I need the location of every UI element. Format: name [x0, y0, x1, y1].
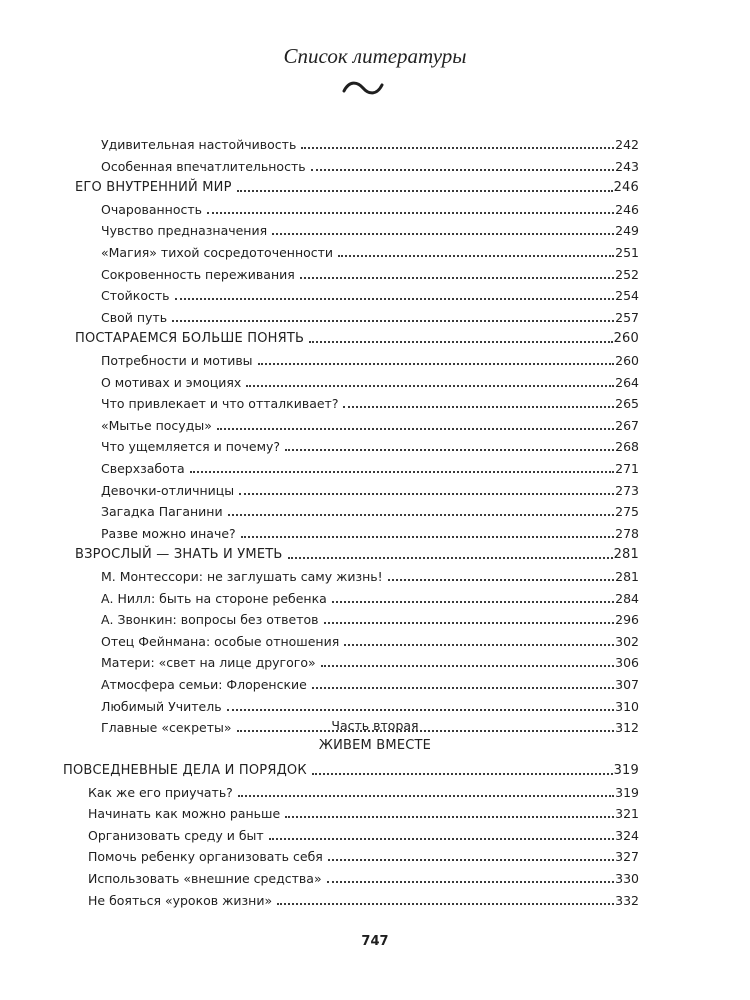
page-header-title: Список литературы [283, 44, 467, 68]
toc-entry-row [101, 607, 639, 627]
dot-leader [324, 622, 615, 624]
toc-entry-label: Что привлекает и что отталкивает? [101, 396, 339, 411]
dot-leader [285, 449, 614, 451]
toc-entry-row [101, 434, 639, 454]
toc-entry-page: 260 [615, 353, 639, 368]
toc-entry-row [88, 844, 639, 864]
toc-entry-label: Начинать как можно раньше [88, 806, 281, 821]
toc-entry-row [101, 629, 639, 649]
toc-entry-page: 249 [615, 223, 639, 238]
toc-entry-label: Загадка Паганини [101, 504, 223, 519]
toc-entry-label: Отец Фейнмана: особые отношения [101, 634, 340, 649]
dot-leader [239, 493, 614, 495]
toc-entry-label: Атмосфера семьи: Флоренские [101, 677, 307, 692]
toc-entry-row [101, 218, 639, 238]
toc-entry-row [101, 154, 639, 174]
toc-entry-page: 281 [613, 547, 639, 562]
toc-entry-row [101, 564, 639, 584]
dot-leader [258, 363, 615, 365]
toc-entry-row [101, 348, 639, 368]
dot-leader [332, 601, 614, 603]
dot-leader [228, 514, 615, 516]
dot-leader [172, 320, 614, 322]
dot-leader [301, 147, 614, 149]
toc-entry-page: 275 [615, 504, 639, 519]
toc-entry-row [88, 780, 639, 800]
toc-entry-row [88, 801, 639, 821]
toc-entry-label: Стойкость [101, 288, 170, 303]
toc-entry-row [101, 305, 639, 325]
toc-entry-row [101, 370, 639, 390]
toc-entry-row [101, 456, 639, 476]
toc-entry-page: 327 [615, 849, 639, 864]
toc-entry-page: 332 [615, 893, 639, 908]
toc-entry-page: 242 [615, 137, 639, 152]
dot-leader [277, 903, 614, 905]
toc-entry-page: 312 [615, 720, 639, 735]
toc-entry-label: Чувство предназначения [101, 223, 268, 238]
dot-leader [311, 169, 615, 171]
toc-entry-page: 319 [615, 785, 639, 800]
dot-leader [338, 255, 614, 257]
toc-entry-label: Как же его приучать? [88, 785, 233, 800]
toc-entry-page: 278 [615, 526, 639, 541]
toc-entry-label: Удивительная настойчивость [101, 137, 297, 152]
toc-entry-page: 265 [615, 396, 639, 411]
dot-leader [190, 471, 614, 473]
toc-chapter-row [75, 326, 639, 346]
dot-leader [175, 298, 615, 300]
toc-entry-label: Сокровенность переживания [101, 267, 295, 282]
dot-leader [246, 385, 614, 387]
toc-entry-label: А. Нилл: быть на стороне ребенка [101, 591, 327, 606]
toc-chapter-row [63, 758, 639, 778]
toc-entry-row [101, 694, 639, 714]
toc-entry-page: 306 [615, 655, 639, 670]
dot-leader [269, 838, 614, 840]
toc-entry-label: Любимый Учитель [101, 699, 222, 714]
toc-entry-row [101, 478, 639, 498]
dot-leader [238, 795, 614, 797]
toc-entry-label: Свой путь [101, 310, 168, 325]
dot-leader [312, 687, 614, 689]
toc-entry-label: М. Монтессори: не заглушать саму жизнь! [101, 569, 383, 584]
toc-entry-label: Что ущемляется и почему? [101, 439, 281, 454]
toc-entry-label: «Мытье посуды» [101, 418, 212, 433]
toc-entry-row [88, 823, 639, 843]
toc-entry-row [101, 132, 639, 152]
toc-entry-row [101, 672, 639, 692]
toc-entry-row [101, 240, 639, 260]
toc-entry-label: ПОСТАРАЕМСЯ БОЛЬШЕ ПОНЯТЬ [75, 331, 305, 346]
dot-leader [288, 557, 613, 559]
page-number: 747 [361, 934, 389, 949]
toc-entry-label: Главные «секреты» [101, 720, 232, 735]
toc-entry-page: 252 [615, 267, 639, 282]
toc-entry-label: Девочки-отличницы [101, 483, 235, 498]
toc-entry-row [101, 499, 639, 519]
toc-entry-page: 268 [615, 439, 639, 454]
toc-entry-label: Не бояться «уроков жизни» [88, 893, 273, 908]
dot-leader [217, 428, 614, 430]
toc-entry-label: Использовать «внешние средства» [88, 871, 322, 886]
toc-entry-row [101, 197, 639, 217]
toc-entry-label: «Магия» тихой сосредоточенности [101, 245, 334, 260]
toc-entry-label: Потребности и мотивы [101, 353, 253, 368]
toc-entry-page: 319 [613, 763, 639, 778]
toc-entry-page: 324 [615, 828, 639, 843]
dot-leader [309, 341, 612, 343]
toc-entry-page: 254 [615, 288, 639, 303]
dot-leader [300, 277, 614, 279]
part-subtitle: Часть вторая [331, 718, 419, 733]
part-title: ЖИВЕМ ВМЕСТЕ [318, 738, 432, 753]
toc-entry-row [88, 888, 639, 908]
toc-entry-page: 246 [615, 202, 639, 217]
toc-entry-row [101, 650, 639, 670]
dot-leader [321, 665, 615, 667]
toc-entry-row [101, 413, 639, 433]
toc-entry-row [88, 866, 639, 886]
dot-leader [312, 773, 613, 775]
toc-entry-page: 246 [613, 180, 639, 195]
toc-entry-label: Особенная впечатлительность [101, 159, 306, 174]
toc-entry-page: 257 [615, 310, 639, 325]
toc-entry-label: ВЗРОСЛЫЙ — ЗНАТЬ И УМЕТЬ [75, 547, 283, 562]
toc-entry-page: 321 [615, 806, 639, 821]
toc-entry-page: 271 [615, 461, 639, 476]
toc-entry-page: 307 [615, 677, 639, 692]
toc-entry-page: 281 [615, 569, 639, 584]
toc-entry-label: ПОВСЕДНЕВНЫЕ ДЕЛА И ПОРЯДОК [63, 763, 307, 778]
toc-entry-page: 264 [615, 375, 639, 390]
toc-entry-label: О мотивах и эмоциях [101, 375, 242, 390]
toc-chapter-row [75, 175, 639, 195]
toc-entry-label: Очарованность [101, 202, 203, 217]
dot-leader [227, 709, 615, 711]
toc-entry-page: 273 [615, 483, 639, 498]
toc-entry-row [101, 262, 639, 282]
dot-leader [207, 212, 614, 214]
dot-leader [237, 190, 613, 192]
toc-entry-label: Сверхзабота [101, 461, 185, 476]
toc-entry-page: 251 [615, 245, 639, 260]
toc-entry-row [101, 521, 639, 541]
toc-entry-row [101, 283, 639, 303]
toc-entry-label: Организовать среду и быт [88, 828, 264, 843]
toc-entry-label: Помочь ребенку организовать себя [88, 849, 323, 864]
dot-leader [328, 859, 614, 861]
dot-leader [327, 881, 615, 883]
toc-entry-page: 260 [613, 331, 639, 346]
toc-entry-label: А. Звонкин: вопросы без ответов [101, 612, 319, 627]
dot-leader [388, 579, 614, 581]
toc-entry-page: 296 [615, 612, 639, 627]
dot-leader [343, 406, 614, 408]
dot-leader [285, 816, 614, 818]
toc-entry-label: ЕГО ВНУТРЕННИЙ МИР [75, 180, 232, 195]
toc-entry-label: Разве можно иначе? [101, 526, 236, 541]
toc-entry-page: 302 [615, 634, 639, 649]
dot-leader [241, 536, 614, 538]
toc-entry-page: 284 [615, 591, 639, 606]
toc-entry-row [101, 391, 639, 411]
toc-entry-row [101, 586, 639, 606]
toc-entry-page: 310 [615, 699, 639, 714]
dot-leader [272, 233, 614, 235]
toc-entry-label: Матери: «свет на лице другого» [101, 655, 316, 670]
toc-chapter-row [75, 542, 639, 562]
toc-entry-page: 243 [615, 159, 639, 174]
dot-leader [344, 644, 614, 646]
toc-entry-page: 267 [615, 418, 639, 433]
toc-entry-page: 330 [615, 871, 639, 886]
